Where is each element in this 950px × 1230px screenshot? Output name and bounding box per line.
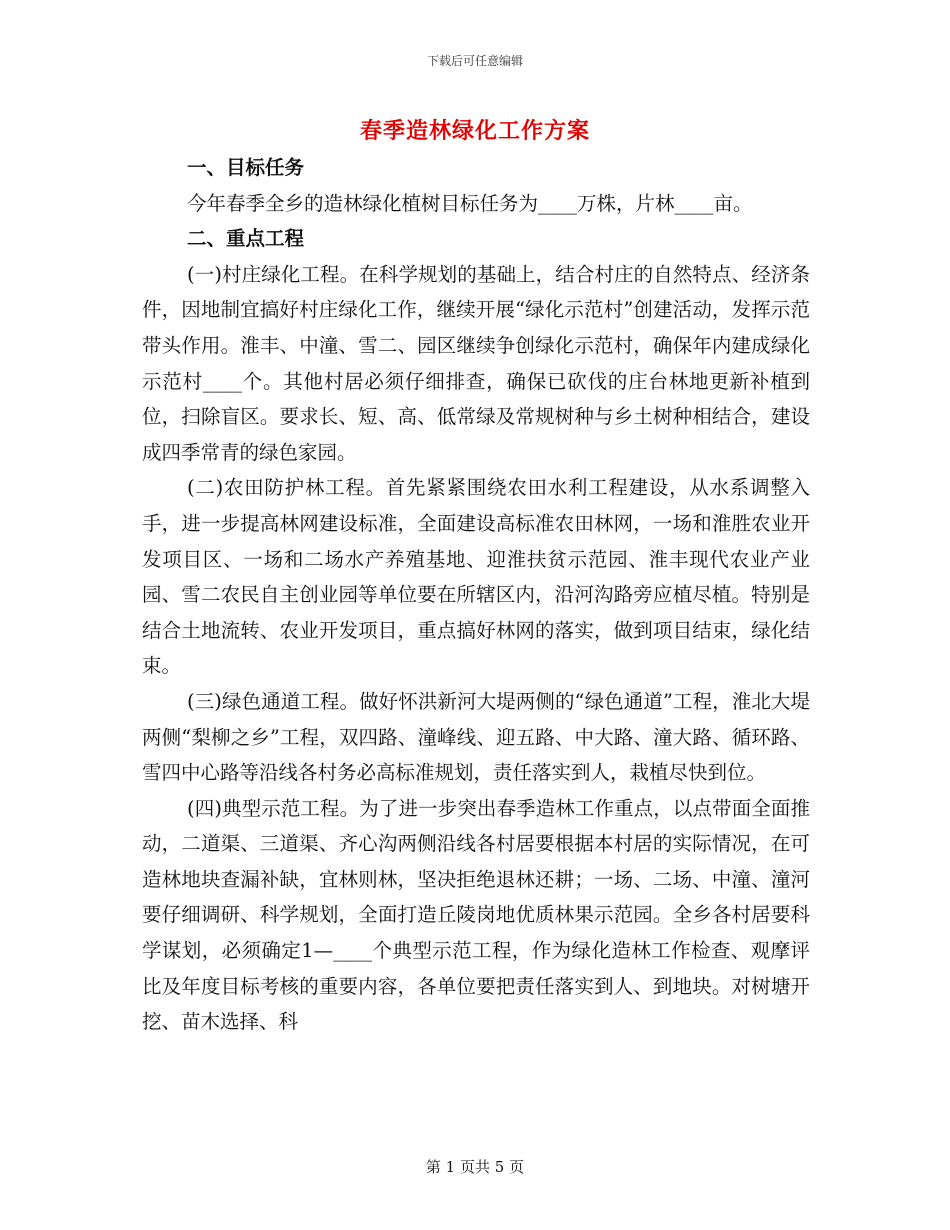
page-footer: 第 1 页共 5 页 bbox=[425, 1158, 525, 1176]
paragraph: 今年春季全乡的造林绿化植树目标任务为____万株，片林____亩。 bbox=[187, 191, 753, 215]
document-title: 春季造林绿化工作方案 bbox=[359, 118, 590, 144]
page-header: 下载后可任意编辑 bbox=[426, 54, 523, 68]
document-body bbox=[142, 150, 810, 1040]
section-heading: 一、目标任务 bbox=[187, 156, 305, 179]
paragraph: (一)村庄绿化工程。在科学规划的基础上，结合村庄的自然特点、经济条件，因地制宜搞好村庄绿化工作，继续开展“绿化示范村”创建活动，发挥示范带头作用。淮丰、中潼、雪二、园区继续争创绿化示范村，确保年内建成绿化示范村____个。其他村居必须仔细排查，确保已砍伐的庄台林地更新补植到位，扫除盲区。要求长、短、高、低常绿及常规树种与乡土树种相结合，建设成四季常青的绿色家园。 bbox=[142, 262, 810, 464]
paragraph: (四)典型示范工程。为了进一步突出春季造林工作重点，以点带面全面推动，二道渠、三道渠、齐心沟两侧沿线各村居要根据本村居的实际情况，在可造林地块查漏补缺，宜林则林，坚决拒绝退林还耕；一场、二场、中潼、潼河要仔细调研、科学规划，全面打造丘陵岗地优质林果示范园。全乡各村居要科学谋划，必须确定1—____个典型示范工程，作为绿化造林工作检查、观摩评比及年度目标考核的重要内容，各单位要把责任落实到人、到地块。对树塘开挖、苗木选择、科 bbox=[142, 796, 810, 1034]
paragraph: (二)农田防护林工程。首先紧紧围绕农田水利工程建设，从水系调整入手，进一步提高林网建设标准，全面建设高标准农田林网，一场和淮胜农业开发项目区、一场和二场水产养殖基地、迎淮扶贫示范园、淮丰现代农业产业园、雪二农民自主创业园等单位要在所辖区内，沿河沟路旁应植尽植。特别是结合土地流转、农业开发项目，重点搞好林网的落实，做到项目结束，绿化结束。 bbox=[142, 476, 810, 678]
paragraph: (三)绿色通道工程。做好怀洪新河大堤两侧的“绿色通道”工程，淮北大堤两侧“梨柳之乡”工程，双四路、潼峰线、迎五路、中大路、潼大路、循环路、雪四中心路等沿线各村务必高标准规划，责任落实到人，栽植尽快到位。 bbox=[142, 689, 810, 785]
section-heading: 二、重点工程 bbox=[187, 227, 305, 251]
